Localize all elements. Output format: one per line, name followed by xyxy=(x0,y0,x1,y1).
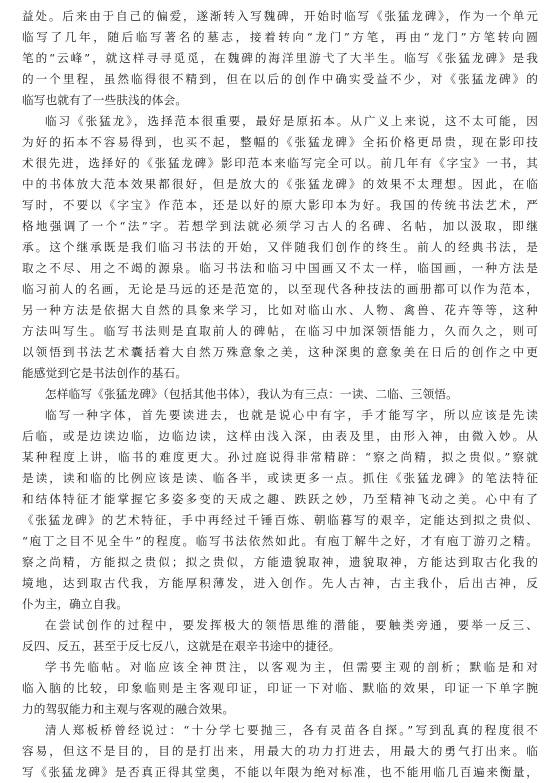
text-line: 术很先进，选择好的《张猛龙碑》影印范本来临写完全可以。前几年有《字宝》一书，其 xyxy=(22,156,538,170)
text-line: 格地强调了一个“法”字。若想学到法就必须学习古人的名碑、名帖，加以汲取，即继 xyxy=(22,219,538,233)
text-line: 在尝试创作的过程中，要发挥极大的领悟思维的潜能，要触类旁通，要举一反三、 xyxy=(45,618,538,632)
document-page xyxy=(22,6,538,779)
text-line: 方法叫写生。临写书法则是直取前人的碑帖，在临习中加深领悟能力，久而久之，则可 xyxy=(22,324,538,338)
text-line: 临写了几年，随后临写著名的墓志，接着转向“龙门”方笔，再由“龙门”方笔转向圆 xyxy=(22,30,538,44)
text-line: 怎样临写《张猛龙碑》（包括其他书体），我认为有三点：一读、二临、三领悟。 xyxy=(45,387,458,401)
text-line: 临写也就有了一些肤浅的体会。 xyxy=(22,93,188,107)
text-line: 学书先临帖。对临应该全神贯注，以客观为主，但需要主观的剖析；默临是和对 xyxy=(45,660,538,674)
text-line: 某种程度上讲，临书的难度更大。孙过庭说得非常精辟：“察之尚精，拟之贵似。”察就 xyxy=(22,450,538,464)
text-line: 临习前人的名画，无论是马远的还是范宽的，以至现代各种技法的画册都可以作为范本， xyxy=(22,282,538,296)
text-line: 力的驾驭能力和主观与客观的融合效果。 xyxy=(22,702,235,716)
text-line: 临习《张猛龙》，选择范本很重要，最好是原拓本。从广义上来说，这不太可能，因 xyxy=(45,114,538,128)
text-line: 的一个里程，虽然临得很不精到，但在以后的创作中确实受益不少，对《张猛龙碑》的 xyxy=(22,72,538,86)
text-line: 能感觉到它是书法创作的基石。 xyxy=(22,366,188,380)
text-line: 后临，或是边读边临，边临边读，这样由浅入深，由表及里，由形入神，由微入妙。从 xyxy=(22,429,538,443)
text-line: 《张猛龙碑》的艺术特征，手中再经过千锤百炼、朝临暮写的艰辛，定能达到拟之贵似、 xyxy=(22,513,538,527)
text-line: 为好的拓本不容易得到，也买不起，整幅的《张猛龙碑》全拓价格更昂贵，现在影印技 xyxy=(22,135,538,149)
text-line: 反四、反五，甚至于反七反八，这就是在艰辛书途中的捷径。 xyxy=(22,639,341,653)
text-line: 承。这个继承既是我们临习书法的开始，又伴随我们创作的终生。前人的经典书法，是 xyxy=(22,240,538,254)
text-line: 中的书体放大范本效果都很好，但是放大的《张猛龙碑》的效果不太理想。因此，在临 xyxy=(22,177,538,191)
text-line: 写《张猛龙碑》是否真正得其堂奥，不能以年限为绝对标准，也不能用临几百遍来衡量， xyxy=(22,765,538,779)
text-line: 益处。后来由于自己的偏爱，遂渐转入写魏碑，开始时临写《张猛龙碑》，作为一个单元 xyxy=(22,9,538,23)
text-line: 取之不尽、用之不竭的源泉。临习书法和临习中国画又不太一样，临国画，一种方法是 xyxy=(22,261,538,275)
text-line: 笔的“云峰”，就这样寻寻觅觅，在魏碑的海洋里游弋了大半生。临写《张猛龙碑》是我 xyxy=(22,51,538,65)
text-line: 容易，但这不是目的，目的是打出来，用最大的功力打进去，用最大的勇气打出来。临 xyxy=(22,744,538,758)
text-line: 和结体特征才能掌握它多姿多变的天成之趣、跌跃之妙，乃至精神飞动之美。心中有了 xyxy=(22,492,538,506)
text-line: 仆为主，确立自我。 xyxy=(22,597,129,611)
text-line: 境地，达到取古代我，方能厚积薄发，进入创作。先人古神，古主我仆，后出古神，反 xyxy=(22,576,538,590)
text-line: 写时，不要以《字宝》作范本，还是以好的原大影印本为好。我国的传统书法艺术，严 xyxy=(22,198,538,212)
text-line: 是读，读和临的比例应该是读、临各半，或读更多一点。抓住《张猛龙碑》的笔法特征 xyxy=(22,471,538,485)
text-line: 临入脑的比较，印象临则是主客观印证，印证一下对临、默临的效果，印证一下单字腕 xyxy=(22,681,538,695)
text-line: “庖丁之目不见全牛”的程度。临写书法依然如此。有庖丁解牛之好，才有庖丁游刃之精。 xyxy=(22,534,538,548)
text-line: 察之尚精，方能拟之贵似；拟之贵似，方能遗貌取神，遗貌取神，方能达到取古化我的 xyxy=(22,555,538,569)
text-line: 以领悟到书法艺术囊括着大自然万殊意象之美，这种深奥的意象美在日后的创作之中更 xyxy=(22,345,538,359)
text-line: 临写一种字体，首先要读进去，也就是说心中有字，手才能写字，所以应该是先读 xyxy=(45,408,538,422)
text-line: 另一种方法是依据大自然的具象来学习，比如对临山水、人物、禽兽、花卉等等，这种 xyxy=(22,303,538,317)
text-line: 清人郑板桥曾经说过：“十分学七要抛三，各有灵苗各自探。”写到乱真的程度很不 xyxy=(45,723,538,737)
